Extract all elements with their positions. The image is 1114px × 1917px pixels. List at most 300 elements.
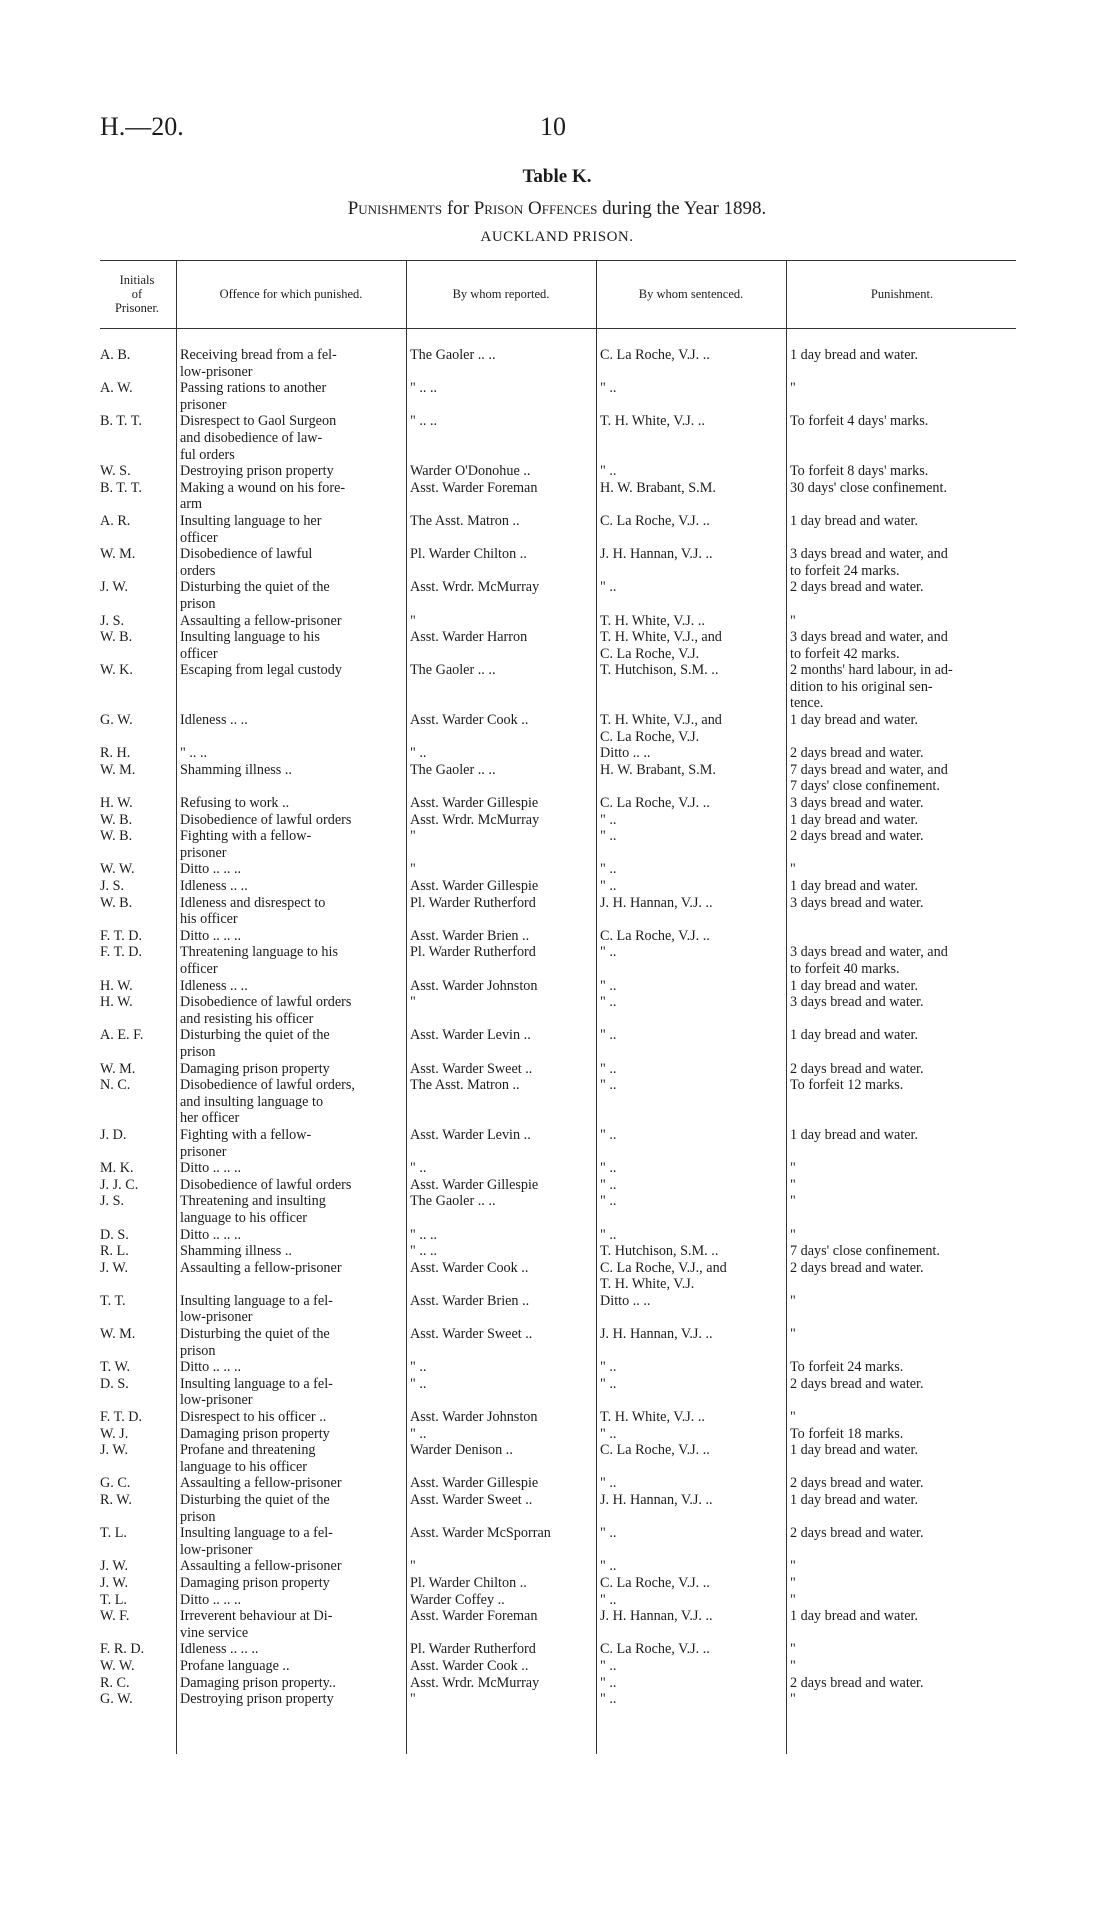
punishment-cell-line: ": [790, 861, 796, 878]
offence-cell: [180, 480, 402, 513]
prisoner-initials: W. M.: [100, 761, 136, 778]
table-row: [0, 1193, 1114, 1226]
offence-cell-line: Assaulting a fellow-prisoner: [180, 612, 342, 629]
offence-cell-line: Idleness .. ..: [180, 878, 248, 895]
reported-by-cell-line: Asst. Wrdr. McMurray: [410, 1674, 540, 1691]
reported-by-cell-line: " .. ..: [410, 413, 438, 430]
punishment-cell: [790, 1675, 1020, 1692]
reported-by-cell: [410, 1691, 590, 1708]
table-row: [0, 413, 1114, 463]
punishment-cell-line: To forfeit 18 marks.: [790, 1425, 904, 1442]
offence-cell-line: Disobedience of lawful orders: [180, 811, 352, 828]
punishment-cell: [790, 1177, 1020, 1194]
punishment-cell: [790, 579, 1020, 596]
punishment-cell: [790, 1127, 1020, 1144]
sentenced-by-cell: [600, 1127, 778, 1144]
offence-cell-line: orders: [180, 562, 216, 579]
prisoner-initials: F. R. D.: [100, 1641, 145, 1658]
offence-cell-line: Receiving bread from a fel-: [180, 347, 337, 363]
punishment-cell: [790, 978, 1020, 995]
offence-cell: [180, 463, 402, 480]
offence-cell: [180, 928, 402, 945]
table-row: [0, 1177, 1114, 1194]
punishment-cell: [790, 1592, 1020, 1609]
offence-cell: [180, 1077, 402, 1127]
prisoner-initials: D. S.: [100, 1375, 129, 1392]
prisoner-initials: M. K.: [100, 1160, 134, 1177]
subtitle-year: during the Year 1898.: [597, 198, 767, 219]
reported-by-cell: [410, 480, 590, 497]
sentenced-by-cell: [600, 994, 778, 1011]
offence-cell: [180, 1227, 402, 1244]
reported-by-cell: [410, 1359, 590, 1376]
punishment-cell-line: 1 day bread and water.: [790, 811, 919, 828]
sentenced-by-cell-line: " ..: [600, 380, 617, 397]
offence-cell: [180, 1592, 402, 1609]
sentenced-by-cell: [600, 413, 778, 430]
table-row: [0, 463, 1114, 480]
sentenced-by-cell-line: H. W. Brabant, S.M.: [600, 479, 716, 496]
punishment-cell-line: 3 days bread and water, and: [790, 546, 948, 563]
sentenced-by-cell: [600, 828, 778, 845]
offence-cell-line: prisoner: [180, 1143, 227, 1160]
table-row: [0, 812, 1114, 829]
sentenced-by-cell: [600, 1326, 778, 1343]
punishment-cell-line: 2 days bread and water.: [790, 1375, 924, 1392]
reported-by-cell: [410, 828, 590, 845]
offence-cell-line: Passing rations to another: [180, 380, 327, 397]
table-row: [0, 380, 1114, 413]
sentenced-by-cell-line: T. Hutchison, S.M. ..: [600, 662, 719, 679]
offence-cell-line: Ditto .. .. ..: [180, 1160, 242, 1177]
offence-cell-line: Insulting language to a fel-: [180, 1292, 333, 1309]
sentenced-by-cell: [600, 1027, 778, 1044]
prisoner-initials: J. W.: [100, 1574, 128, 1591]
sentenced-by-cell-line: C. La Roche, V.J. ..: [600, 512, 710, 529]
offence-cell: [180, 978, 402, 995]
offence-cell-line: Disturbing the quiet of the: [180, 1027, 330, 1044]
reported-by-cell-line: Pl. Warder Chilton ..: [410, 1574, 527, 1591]
offence-cell: [180, 828, 402, 861]
punishment-cell: [790, 895, 1020, 912]
offence-cell: [180, 579, 402, 612]
offence-cell: [180, 1293, 402, 1326]
punishment-cell-line: 2 days bread and water.: [790, 579, 924, 596]
punishment-cell: [790, 662, 1020, 712]
sentenced-by-cell: [600, 1376, 778, 1393]
offence-cell: [180, 1558, 402, 1575]
offence-cell-line: Ditto .. .. ..: [180, 927, 242, 944]
sentenced-by-cell-line: " ..: [600, 1691, 617, 1708]
column-header-punishment: Punishment.: [870, 287, 934, 301]
offence-cell-line: Ditto .. .. ..: [180, 1226, 242, 1243]
offence-cell-line: Insulting language to a fel-: [180, 1525, 333, 1542]
reported-by-cell-line: The Gaoler .. ..: [410, 1193, 496, 1210]
sentenced-by-cell-line: C. La Roche, V.J. ..: [600, 347, 710, 363]
reported-by-cell: [410, 1426, 590, 1443]
reported-by-cell-line: " ..: [410, 1160, 427, 1177]
offence-cell-line: Idleness .. ..: [180, 712, 248, 729]
offence-cell-line: Destroying prison property: [180, 1691, 334, 1708]
offence-cell: [180, 1243, 402, 1260]
punishment-cell: [790, 463, 1020, 480]
offence-cell: [180, 861, 402, 878]
table-row: [0, 878, 1114, 895]
punishment-cell: [790, 613, 1020, 630]
table-top-rule: [100, 260, 1016, 261]
reported-by-cell: [410, 762, 590, 779]
prisoner-initials: A. W.: [100, 380, 133, 397]
prisoner-initials: J. S.: [100, 612, 125, 629]
reported-by-cell-line: Asst. Warder Foreman: [410, 1608, 538, 1625]
punishment-cell: [790, 1376, 1020, 1393]
reported-by-cell-line: The Asst. Matron ..: [410, 1077, 520, 1094]
reported-by-cell: [410, 812, 590, 829]
offence-cell-line: officer: [180, 645, 218, 662]
reported-by-cell-line: Asst. Warder McSporran: [410, 1525, 551, 1542]
offence-cell-line: Disobedience of lawful orders: [180, 1176, 352, 1193]
table-row: [0, 1227, 1114, 1244]
prisoner-initials: T. L.: [100, 1525, 127, 1542]
punishment-cell-line: 3 days bread and water.: [790, 795, 924, 812]
punishment-cell-line: 1 day bread and water.: [790, 1492, 919, 1509]
reported-by-cell: [410, 1260, 590, 1277]
punishment-cell-line: ": [790, 1176, 796, 1193]
table-row: [0, 928, 1114, 945]
offence-cell: [180, 944, 402, 977]
punishment-cell-line: 3 days bread and water.: [790, 994, 924, 1011]
punishment-cell-line: ": [790, 1226, 796, 1243]
table-row: [0, 712, 1114, 745]
offence-cell-line: prison: [180, 1043, 216, 1060]
prisoner-initials: W. W.: [100, 1657, 135, 1674]
prisoner-initials: T. L.: [100, 1591, 127, 1608]
sentenced-by-cell: [600, 1675, 778, 1692]
sentenced-by-cell: [600, 629, 778, 662]
punishment-cell-line: ": [790, 1641, 796, 1658]
reported-by-cell: [410, 579, 590, 596]
punishment-cell-line: [790, 928, 1020, 945]
sentenced-by-cell-line: " ..: [600, 1475, 617, 1492]
offence-cell-line: Ditto .. .. ..: [180, 1359, 242, 1376]
punishment-cell-line: ": [790, 1591, 796, 1608]
prisoner-initials: J. W.: [100, 1558, 128, 1575]
prisoner-initials: D. S.: [100, 1226, 129, 1243]
table-row: [0, 944, 1114, 977]
punishment-cell-line: ": [790, 1574, 796, 1591]
reported-by-cell-line: Pl. Warder Rutherford: [410, 894, 536, 911]
punishment-cell-line: To forfeit 12 marks.: [790, 1077, 904, 1094]
table-row: [0, 662, 1114, 712]
punishment-cell: [790, 546, 1020, 579]
document-code: H.—20.: [100, 112, 184, 141]
table-row: [0, 579, 1114, 612]
punishment-cell: [790, 1426, 1020, 1443]
offence-cell: [180, 1675, 402, 1692]
table-row: [0, 1243, 1114, 1260]
sentenced-by-cell-line: C. La Roche, V.J. ..: [600, 927, 710, 944]
prisoner-initials: W. B.: [100, 894, 133, 911]
table-row: [0, 1376, 1114, 1409]
offence-cell: [180, 613, 402, 630]
subtitle-punishments: Punishments: [347, 198, 443, 219]
offence-cell-line: Refusing to work ..: [180, 795, 290, 812]
reported-by-cell: [410, 413, 590, 430]
offence-cell: [180, 1691, 402, 1708]
punishment-cell-line: 1 day bread and water.: [790, 512, 919, 529]
prisoner-initials: R. H.: [100, 745, 131, 762]
offence-cell-line: Disrespect to Gaol Surgeon: [180, 413, 337, 430]
punishment-cell-line: ": [790, 1691, 796, 1708]
offence-cell-line: Insulting language to a fel-: [180, 1375, 333, 1392]
reported-by-cell: [410, 347, 590, 364]
punishment-cell: [790, 861, 1020, 878]
offence-cell-line: low-prisoner: [180, 1541, 253, 1558]
reported-by-cell: [410, 1409, 590, 1426]
sentenced-by-cell: [600, 1492, 778, 1509]
punishment-cell: [790, 878, 1020, 895]
sentenced-by-cell-line: T. Hutchison, S.M. ..: [600, 1243, 719, 1260]
reported-by-cell-line: ": [410, 861, 416, 878]
sentenced-by-cell-line: C. La Roche, V.J. ..: [600, 1574, 710, 1591]
table-row: [0, 1061, 1114, 1078]
table-row: [0, 1641, 1114, 1658]
sentenced-by-cell: [600, 1359, 778, 1376]
sentenced-by-cell-line: " ..: [600, 1160, 617, 1177]
sentenced-by-cell: [600, 513, 778, 530]
reported-by-cell-line: Pl. Warder Rutherford: [410, 1641, 536, 1658]
table-row: [0, 1426, 1114, 1443]
table-row: [0, 994, 1114, 1027]
offence-cell-line: officer: [180, 529, 218, 546]
sentenced-by-cell-line: H. W. Brabant, S.M.: [600, 761, 716, 778]
sentenced-by-cell: [600, 1409, 778, 1426]
reported-by-cell: [410, 1376, 590, 1393]
sentenced-by-cell-line: " ..: [600, 878, 617, 895]
sentenced-by-cell: [600, 463, 778, 480]
reported-by-cell: [410, 795, 590, 812]
sentenced-by-cell-line: C. La Roche, V.J.: [600, 645, 700, 662]
reported-by-cell: [410, 546, 590, 563]
punishment-cell-line: To forfeit 8 days' marks.: [790, 463, 929, 480]
offence-cell-line: Assaulting a fellow-prisoner: [180, 1259, 342, 1276]
sentenced-by-cell: [600, 762, 778, 779]
reported-by-cell-line: The Gaoler .. ..: [410, 347, 496, 363]
table-title: Table K.: [522, 166, 592, 187]
reported-by-cell-line: Asst. Warder Brien ..: [410, 927, 530, 944]
column-header-sentenced: By whom sentenced.: [638, 287, 744, 301]
offence-cell-line: Escaping from legal custody: [180, 662, 342, 679]
reported-by-cell: [410, 629, 590, 646]
punishment-cell-line: To forfeit 4 days' marks.: [790, 413, 929, 430]
table-row: [0, 1160, 1114, 1177]
prisoner-initials: W. M.: [100, 546, 136, 563]
sentenced-by-cell: [600, 1691, 778, 1708]
sentenced-by-cell: [600, 380, 778, 397]
reported-by-cell: [410, 994, 590, 1011]
offence-cell-line: Shamming illness ..: [180, 1243, 292, 1260]
punishment-cell-line: to forfeit 24 marks.: [790, 562, 900, 579]
offence-cell: [180, 1426, 402, 1443]
offence-cell: [180, 1658, 402, 1675]
reported-by-cell: [410, 1608, 590, 1625]
offence-cell: [180, 1061, 402, 1078]
reported-by-cell: [410, 1061, 590, 1078]
offence-cell: [180, 1177, 402, 1194]
sentenced-by-cell-line: C. La Roche, V.J., and: [600, 1259, 727, 1276]
offence-cell: [180, 1525, 402, 1558]
prisoner-initials: G. W.: [100, 1691, 133, 1708]
sentenced-by-cell: [600, 1177, 778, 1194]
offence-cell-line: Ditto .. .. ..: [180, 861, 242, 878]
prisoner-initials: W. J.: [100, 1425, 129, 1442]
punishment-cell: [790, 1608, 1020, 1625]
offence-cell-line: officer: [180, 961, 218, 977]
offence-cell: [180, 745, 402, 762]
offence-cell: [180, 413, 402, 463]
punishment-cell-line: To forfeit 24 marks.: [790, 1359, 904, 1376]
table-row: [0, 1558, 1114, 1575]
prisoner-initials: H. W.: [100, 977, 133, 994]
prisoner-initials: W. B.: [100, 828, 133, 845]
offence-cell-line: vine service: [180, 1624, 249, 1641]
reported-by-cell-line: The Gaoler .. ..: [410, 761, 496, 778]
sentenced-by-cell-line: J. H. Hannan, V.J. ..: [600, 546, 713, 563]
reported-by-cell: [410, 878, 590, 895]
sentenced-by-cell: [600, 1061, 778, 1078]
reported-by-cell-line: Asst. Warder Sweet ..: [410, 1326, 533, 1343]
reported-by-cell-line: The Gaoler .. ..: [410, 662, 496, 679]
reported-by-cell: [410, 1193, 590, 1210]
punishment-cell: [790, 380, 1020, 397]
reported-by-cell: [410, 1658, 590, 1675]
reported-by-cell-line: Asst. Warder Levin ..: [410, 1126, 531, 1143]
prisoner-initials: T. W.: [100, 1359, 131, 1376]
punishment-cell: [790, 413, 1020, 430]
sentenced-by-cell-line: " ..: [600, 944, 617, 961]
offence-cell: [180, 1475, 402, 1492]
sentenced-by-cell: [600, 546, 778, 563]
punishment-cell: [790, 1027, 1020, 1044]
reported-by-cell-line: Asst. Warder Levin ..: [410, 1027, 531, 1044]
sentenced-by-cell: [600, 1475, 778, 1492]
sentenced-by-cell-line: " ..: [600, 1674, 617, 1691]
sentenced-by-cell-line: " ..: [600, 994, 617, 1011]
punishment-cell-line: 2 days bread and water.: [790, 1674, 924, 1691]
sentenced-by-cell: [600, 878, 778, 895]
table-row: [0, 1492, 1114, 1525]
table-row: [0, 1293, 1114, 1326]
table-row: [0, 745, 1114, 762]
punishment-cell: [790, 1193, 1020, 1210]
prisoner-initials: W. K.: [100, 662, 133, 679]
punishment-cell-line: ": [790, 380, 796, 397]
reported-by-cell-line: ": [410, 612, 416, 629]
sentenced-by-cell-line: " ..: [600, 977, 617, 994]
reported-by-cell: [410, 1592, 590, 1609]
sentenced-by-cell: [600, 745, 778, 762]
punishment-cell: [790, 1160, 1020, 1177]
punishment-cell: [790, 513, 1020, 530]
sentenced-by-cell-line: " ..: [600, 1359, 617, 1376]
sentenced-by-cell-line: " ..: [600, 1558, 617, 1575]
sentenced-by-cell-line: C. La Roche, V.J. ..: [600, 795, 710, 812]
sentenced-by-cell-line: " ..: [600, 1226, 617, 1243]
prisoner-initials: J. D.: [100, 1126, 127, 1143]
table-row: [0, 1442, 1114, 1475]
punishment-cell-line: dition to his original sen-: [790, 678, 933, 695]
sentenced-by-cell: [600, 1426, 778, 1443]
offence-cell: [180, 1608, 402, 1641]
offence-cell-line: Damaging prison property: [180, 1574, 330, 1591]
offence-cell-line: Irreverent behaviour at Di-: [180, 1608, 333, 1625]
punishment-cell-line: 30 days' close confinement.: [790, 479, 947, 496]
sentenced-by-cell-line: J. H. Hannan, V.J. ..: [600, 1492, 713, 1509]
column-header-initials: [100, 262, 174, 326]
sentenced-by-cell-line: " ..: [600, 1657, 617, 1674]
offence-cell: [180, 629, 402, 662]
table-row: [0, 978, 1114, 995]
punishment-cell-line: ": [790, 1292, 796, 1309]
reported-by-cell: [410, 1227, 590, 1244]
sentenced-by-cell: [600, 662, 778, 679]
prisoner-initials: J. J. C.: [100, 1176, 139, 1193]
punishment-cell: [790, 712, 1020, 729]
reported-by-cell-line: ": [410, 828, 416, 845]
offence-cell-line: Idleness .. ..: [180, 977, 248, 994]
reported-by-cell: [410, 1641, 590, 1658]
reported-by-cell: [410, 513, 590, 530]
page-number: 10: [540, 112, 566, 141]
offence-cell-line: and disobedience of law-: [180, 429, 323, 446]
table-row: [0, 795, 1114, 812]
punishment-cell: [790, 1691, 1020, 1708]
punishment-cell: [790, 1492, 1020, 1509]
table-row: [0, 1326, 1114, 1359]
punishment-cell-line: tence.: [790, 695, 824, 712]
offence-cell-line: prisoner: [180, 396, 227, 413]
sentenced-by-cell-line: T. H. White, V.J., and: [600, 712, 722, 729]
punishment-cell-line: ": [790, 612, 796, 629]
reported-by-cell-line: Warder Denison ..: [410, 1442, 513, 1459]
reported-by-cell: [410, 1177, 590, 1194]
offence-cell: [180, 712, 402, 729]
prisoner-initials: B. T. T.: [100, 413, 142, 430]
table-row: [0, 1409, 1114, 1426]
sentenced-by-cell-line: J. H. Hannan, V.J. ..: [600, 1608, 713, 1625]
sentenced-by-cell: [600, 1260, 778, 1293]
prisoner-initials: W. F.: [100, 1608, 130, 1625]
table-row: [0, 895, 1114, 928]
punishment-cell: [790, 1575, 1020, 1592]
offence-cell-line: Idleness .. .. ..: [180, 1641, 259, 1658]
offence-cell: [180, 1442, 402, 1475]
reported-by-cell: [410, 463, 590, 480]
offence-cell: [180, 1575, 402, 1592]
sentenced-by-cell-line: T. H. White, V.J. ..: [600, 612, 705, 629]
reported-by-cell: [410, 380, 590, 397]
reported-by-cell: [410, 895, 590, 912]
prisoner-initials: J. W.: [100, 579, 128, 596]
sentenced-by-cell-line: " ..: [600, 828, 617, 845]
table-row: [0, 513, 1114, 546]
offence-cell-line: prisoner: [180, 844, 227, 861]
offence-cell: [180, 1127, 402, 1160]
reported-by-cell-line: Pl. Warder Rutherford: [410, 944, 536, 961]
reported-by-cell-line: Warder Coffey ..: [410, 1591, 505, 1608]
reported-by-cell: [410, 1243, 590, 1260]
offence-cell: [180, 1641, 402, 1658]
